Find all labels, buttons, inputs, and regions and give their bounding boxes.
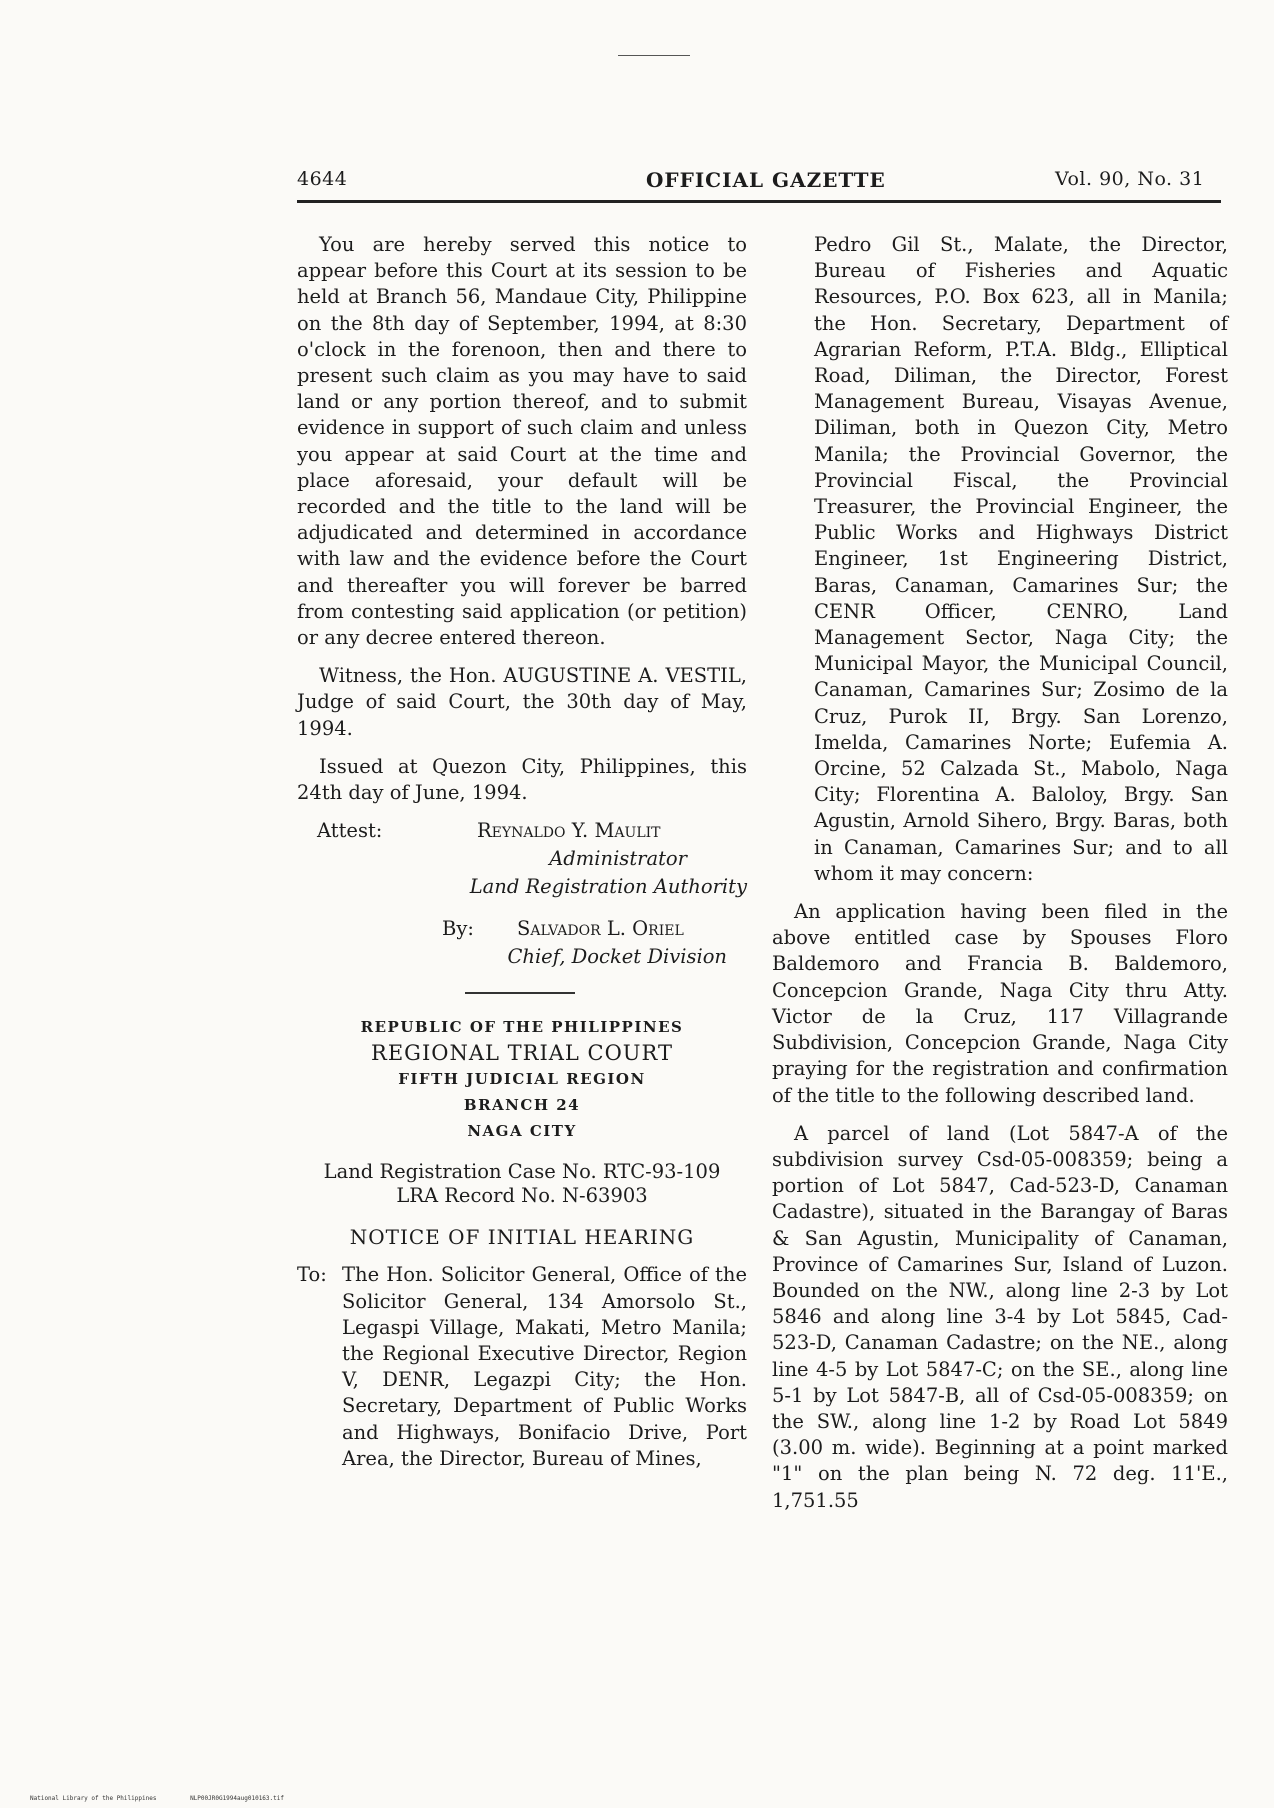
by-title-line xyxy=(297,944,747,972)
by-title: Chief, Docket Division xyxy=(507,945,727,969)
by-label: By: xyxy=(442,917,474,941)
addressees-block xyxy=(297,1262,747,1472)
attest-title-line xyxy=(297,846,747,874)
top-dash xyxy=(618,55,690,56)
attest-title2: Land Registration Authority xyxy=(469,875,747,899)
served-notice-paragraph: You are hereby served this notice to appear before this Court at its session to be held at Branch 56, Mandaue City, Philippine on the 8th day of September, 1994, at 8:30 o'clock in the forenoon, then and there to present such claim as you may have to said land or any portion thereof, and to submit evidence in support of such claim and unless you appear at said Court at the time and place aforesaid, your default will be recorded and the title to the land will be adjudicated and determined in accordance with law and the evidence before the Court and thereafter you will forever be barred from contesting said application (or petition) or any decree entered thereon. xyxy=(297,233,747,650)
right-column xyxy=(772,232,1228,1526)
scan-footer xyxy=(30,1795,314,1802)
to-label: To: xyxy=(297,1263,327,1287)
section-divider xyxy=(465,992,575,994)
application-paragraph: An application having been filed in the above entitled case by Spouses Floro Baldemoro and Francia B. Baldemoro, Concepcion Grande, Naga City thru Atty. Victor de la Cruz, 117 Villagrande Subdivision, Concepcion Grande, Naga City praying for the registration and confirmation of the title to the following described land. xyxy=(772,900,1228,1107)
court-name: REGIONAL TRIAL COURT xyxy=(371,1041,673,1066)
page-number: 4644 xyxy=(297,168,348,190)
by-line xyxy=(297,916,747,944)
court-city: NAGA CITY xyxy=(467,1122,577,1141)
case-number: Land Registration Case No. RTC-93-109 xyxy=(323,1160,721,1184)
attest-org-line xyxy=(297,874,747,902)
attest-line xyxy=(297,818,747,846)
attest-title1: Administrator xyxy=(549,847,687,871)
footer-file: NLP00JR0G1994aug010163.tif xyxy=(190,1795,284,1802)
court-branch: BRANCH 24 xyxy=(463,1096,581,1115)
issued-paragraph: Issued at Quezon City, Philippines, this 24th day of June, 1994. xyxy=(297,754,747,805)
lra-record-number: LRA Record No. N-63903 xyxy=(396,1184,648,1208)
addressees-text: The Hon. Solicitor General, Office of the Solicitor General, 134 Amorsolo St., Legaspi Village, Makati, Metro Manila; the Regional Executive Director, Region V, DENR, Legazpi City; the Hon. Secretary, Department of Public Works and Highways, Bonifacio Drive, Port Area, the Director, Bureau of Mines, xyxy=(342,1263,747,1470)
court-region: FIFTH JUDICIAL REGION xyxy=(398,1070,646,1089)
volume-number: Vol. 90, No. 31 xyxy=(1055,168,1205,190)
attest-name: Reynaldo Y. Maulit xyxy=(477,819,661,843)
gazette-title: OFFICIAL GAZETTE xyxy=(646,168,886,192)
witness-paragraph: Witness, the Hon. AUGUSTINE A. VESTIL, Judge of said Court, the 30th day of May, 1994. xyxy=(297,664,747,740)
left-column xyxy=(297,232,747,1472)
by-name: Salvador L. Oriel xyxy=(517,917,684,941)
addressees-continued: Pedro Gil St., Malate, the Director, Bureau of Fisheries and Aquatic Resources, P.O. Box 623, all in Manila; the Hon. Secretary, Department of Agrarian Reform, P.T.A. Bldg., Elliptical Road, Diliman, the Director, Forest Management Bureau, Visayas Avenue, Diliman, both in Quezon City, Metro Manila; the Provincial Governor, the Provincial Fiscal, the Provincial Treasurer, the Provincial Engineer, the Public Works and Highways District Engineer, 1st Engineering District, Baras, Canaman, Camarines Sur; the CENR Officer, CENRO, Land Management Sector, Naga City; the Municipal Mayor, the Municipal Council, Canaman, Camarines Sur; Zosimo de la Cruz, Purok II, Brgy. San Lorenzo, Imelda, Camarines Norte; Eufemia A. Orcine, 52 Calzada St., Mabolo, Naga City; Florentina A. Baloloy, Brgy. San Agustin, Arnold Sihero, Brgy. Baras, both in Canaman, Camarines Sur; and to all whom it may concern: xyxy=(814,233,1228,885)
attest-label: Attest: xyxy=(317,819,383,843)
header-rule xyxy=(297,200,1221,203)
court-republic: REPUBLIC OF THE PHILIPPINES xyxy=(360,1018,684,1037)
footer-source: National Library of the Philippines xyxy=(30,1795,157,1802)
land-description-paragraph: A parcel of land (Lot 5847-A of the subdivision survey Csd-05-008359; being a portion of Lot 5847, Cad-523-D, Canaman Cadastre), situated in the Barangay of Baras & San Agustin, Municipality of Canaman, Province of Camarines Sur, Island of Luzon. Bounded on the NW., along line 2-3 by Lot 5846 and along line 3-4 by Lot 5845, Cad-523-D, Canaman Cadastre; on the NE., along line 4-5 by Lot 5847-C; on the SE., along line 5-1 by Lot 5847-B, all of Csd-05-008359; on the SW., along line 1-2 by Road Lot 5849 (3.00 m. wide). Beginning at a point marked "1" on the plan being N. 72 deg. 11'E., 1,751.55 xyxy=(772,1121,1228,1512)
notice-title: NOTICE OF INITIAL HEARING xyxy=(349,1225,695,1250)
